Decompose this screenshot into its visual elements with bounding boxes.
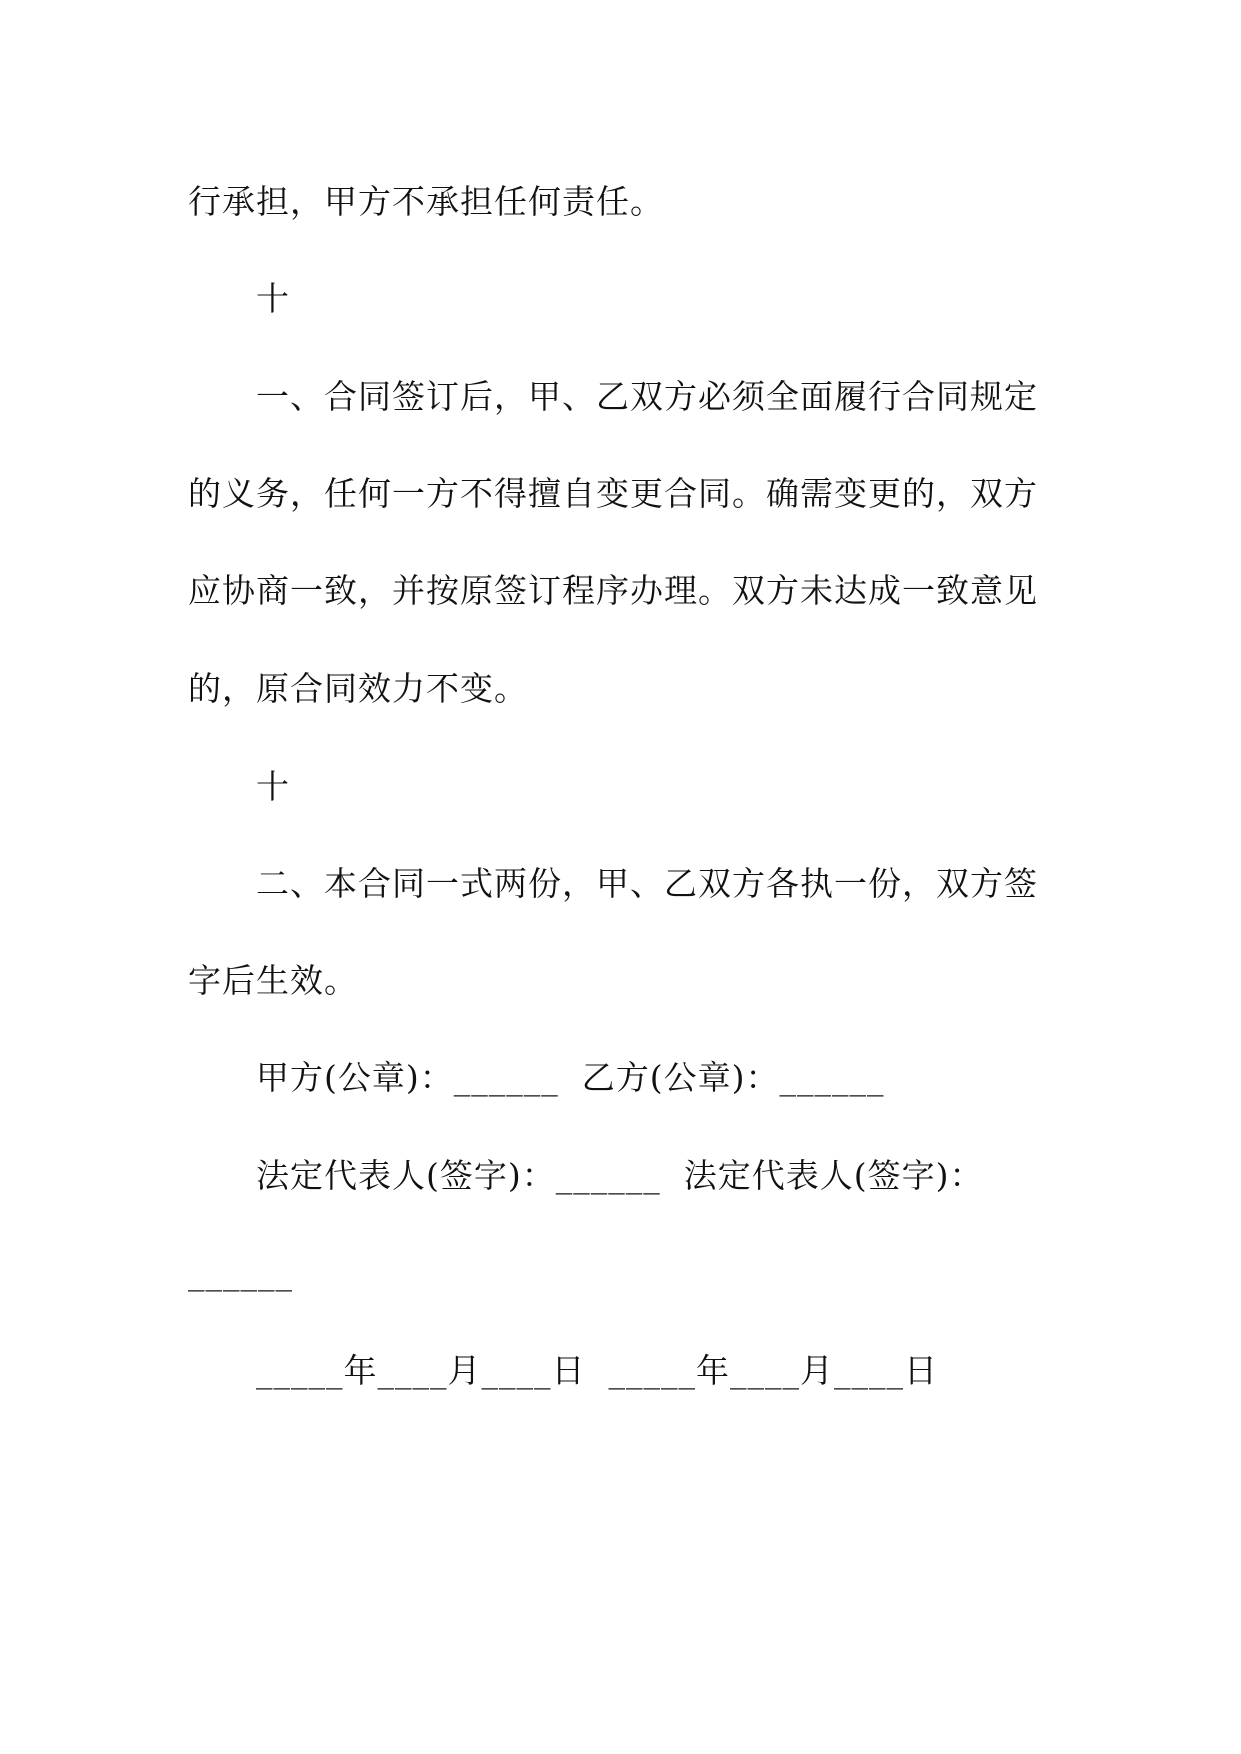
paragraph-line-3: 一、合同签订后，甲、乙双方必须全面履行合同规定 — [256, 377, 1038, 416]
signature-line: 法定代表人(签字)：______ 法定代表人(签字)： — [256, 1156, 984, 1195]
paragraph-line-9: 字后生效。 — [188, 961, 358, 1000]
signature-blank-line: ______ — [188, 1253, 293, 1292]
clause-number-line-2: 十 — [256, 767, 290, 806]
paragraph-line-6: 的，原合同效力不变。 — [188, 669, 528, 708]
paragraph-line-8: 二、本合同一式两份，甲、乙双方各执一份，双方签 — [256, 864, 1038, 903]
paragraph-line-4: 的义务，任何一方不得擅自变更合同。确需变更的，双方 — [188, 474, 1038, 513]
paragraph-line-1: 行承担，甲方不承担任何责任。 — [188, 182, 664, 221]
date-line: _____年____月____日 _____年____月____日 — [256, 1351, 938, 1390]
paragraph-line-5: 应协商一致，并按原签订程序办理。双方未达成一致意见 — [188, 571, 1038, 610]
seal-line: 甲方(公章)：______ 乙方(公章)：______ — [256, 1058, 885, 1097]
clause-number-line: 十 — [256, 279, 290, 318]
